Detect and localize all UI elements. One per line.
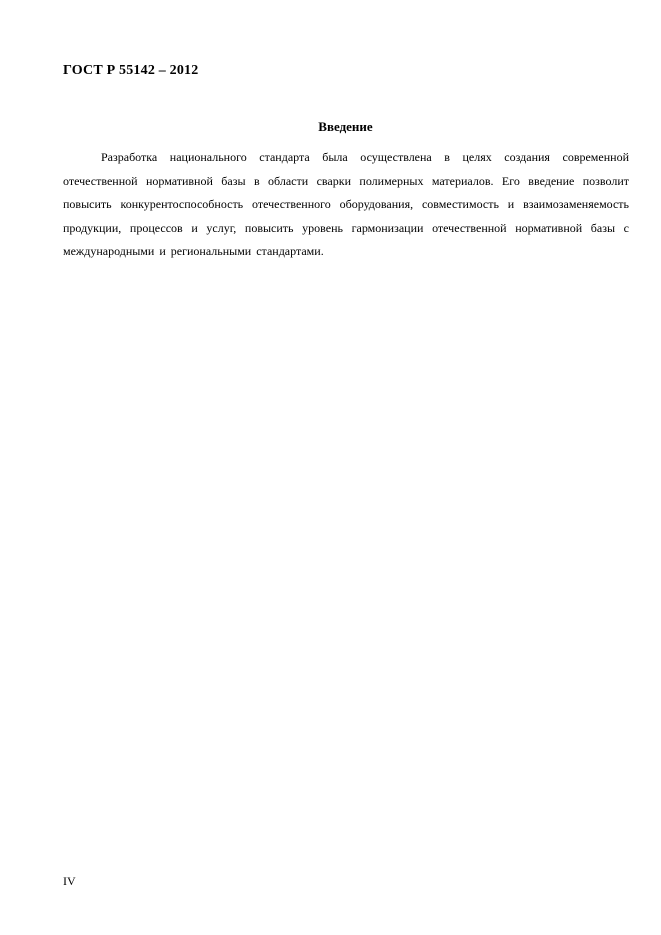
introduction-paragraph: Разработка национального стандарта была осуществлена в целях создания современной отечественной нормативной базы в области сварки полимерных материалов. Его введение позволит повысить конкурентоспособность отечественного оборудования, совместимость и взаимозаменяемость продукции, процессов и услуг, повысить уровень гармонизации отечественной нормативной базы с международными и региональными стандартами. (63, 150, 629, 258)
document-header: ГОСТ Р 55142 – 2012 (63, 63, 199, 78)
page-number: IV (63, 874, 76, 888)
section-title: Введение (318, 119, 373, 134)
